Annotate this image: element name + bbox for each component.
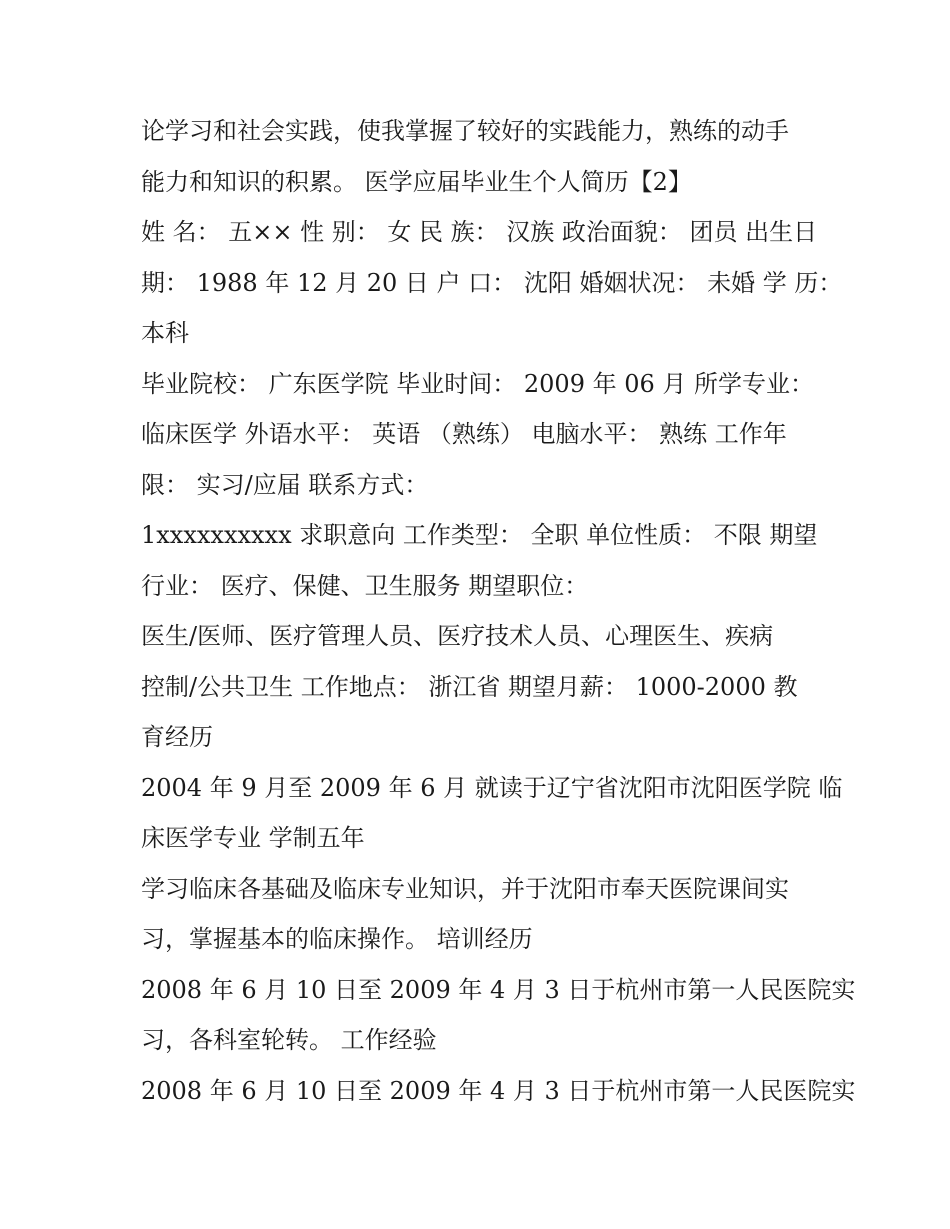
text-line: 2004 年 9 月至 2009 年 6 月 就读于辽宁省沈阳市沈阳医学院 临 xyxy=(141,773,843,802)
text-line: 毕业院校： 广东医学院 毕业时间： 2009 年 06 月 所学专业： xyxy=(141,369,815,398)
resume-text-body xyxy=(141,106,856,1116)
text-line: 2008 年 6 月 10 日至 2009 年 4 月 3 日于杭州市第一人民医院实 xyxy=(141,975,856,1004)
text-line: 期： 1988 年 12 月 20 日 户 口： 沈阳 婚姻状况： 未婚 学 历： xyxy=(141,268,843,297)
text-line: 习，各科室轮转。 工作经验 xyxy=(141,1026,437,1054)
text-line: 姓 名： 五×× 性 别： 女 民 族： 汉族 政治面貌： 团员 出生日 xyxy=(141,218,818,246)
text-line: 限： 实习/应届 联系方式： xyxy=(141,470,429,499)
text-line: 床医学专业 学制五年 xyxy=(141,824,365,852)
text-line: 育经历 xyxy=(141,723,213,751)
text-line: 行业： 医疗、保健、卫生服务 期望职位： xyxy=(141,571,589,600)
text-line: 学习临床各基础及临床专业知识，并于沈阳市奉天医院课间实 xyxy=(141,874,789,903)
text-line: 能力和知识的积累。 医学应届毕业生个人简历【2】 xyxy=(141,167,692,196)
text-line: 习，掌握基本的临床操作。 培训经历 xyxy=(141,925,533,953)
text-line: 医生/医师、医疗管理人员、医疗技术人员、心理医生、疾病 xyxy=(141,622,774,650)
text-line: 1xxxxxxxxxx 求职意向 工作类型： 全职 单位性质： 不限 期望 xyxy=(141,521,818,549)
text-line: 临床医学 外语水平： 英语 （熟练） 电脑水平： 熟练 工作年 xyxy=(141,420,787,448)
text-line: 控制/公共卫生 工作地点： 浙江省 期望月薪： 1000-2000 教 xyxy=(141,672,798,701)
text-line: 本科 xyxy=(141,319,189,347)
text-line: 2008 年 6 月 10 日至 2009 年 4 月 3 日于杭州市第一人民医院实 xyxy=(141,1076,856,1105)
text-line: 论学习和社会实践，使我掌握了较好的实践能力，熟练的动手 xyxy=(141,117,789,145)
